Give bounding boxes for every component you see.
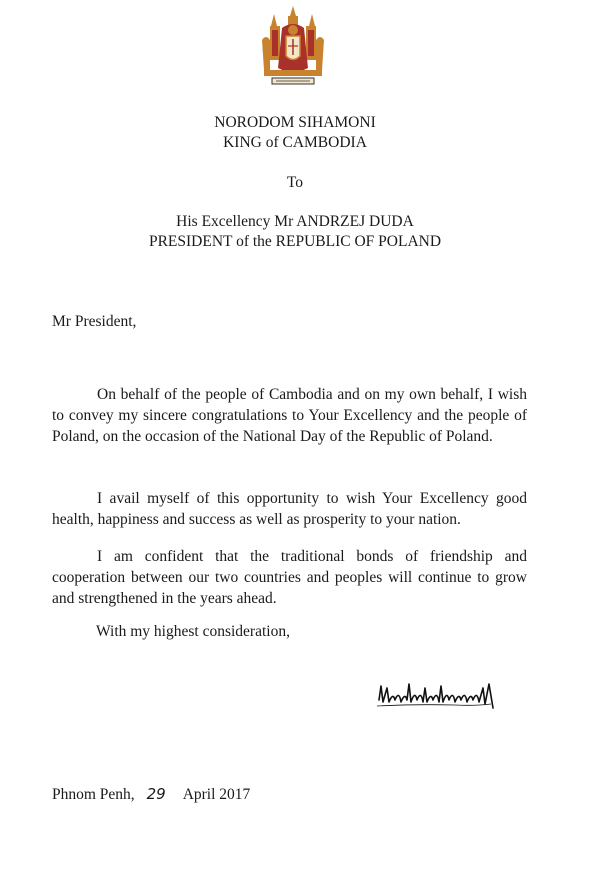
place-label: Phnom Penh,: [52, 786, 135, 803]
month-year: April 2017: [182, 786, 251, 803]
closing-line: With my highest consideration,: [96, 623, 290, 640]
recipient-title: PRESIDENT of the REPUBLIC OF POLAND: [148, 233, 442, 250]
royal-crest-icon: [258, 6, 328, 92]
signature-icon: [375, 678, 503, 718]
paragraph-3: I am confident that the traditional bonds of friendship and cooperation between our two countries and peoples will continue to grow and strengthened in the years ahead.: [52, 548, 527, 607]
place-date-line: [52, 784, 250, 805]
sender-name: NORODOM SIHAMONI: [214, 114, 376, 131]
to-label: To: [286, 174, 304, 191]
handwritten-day: 29: [146, 785, 166, 803]
paragraph-2: I avail myself of this opportunity to wish Your Excellency good health, happiness and success as well as prosperity to your nation.: [52, 490, 527, 528]
sender-title: KING of CAMBODIA: [223, 134, 367, 151]
recipient-name: His Excellency Mr ANDRZEJ DUDA: [176, 213, 414, 230]
salutation: Mr President,: [52, 313, 137, 330]
paragraph-1: On behalf of the people of Cambodia and on my own behalf, I wish to convey my sincere congratulations to Your Excellency and the people of Poland, on the occasion of the National Day of the Republic of Poland.: [52, 386, 527, 445]
